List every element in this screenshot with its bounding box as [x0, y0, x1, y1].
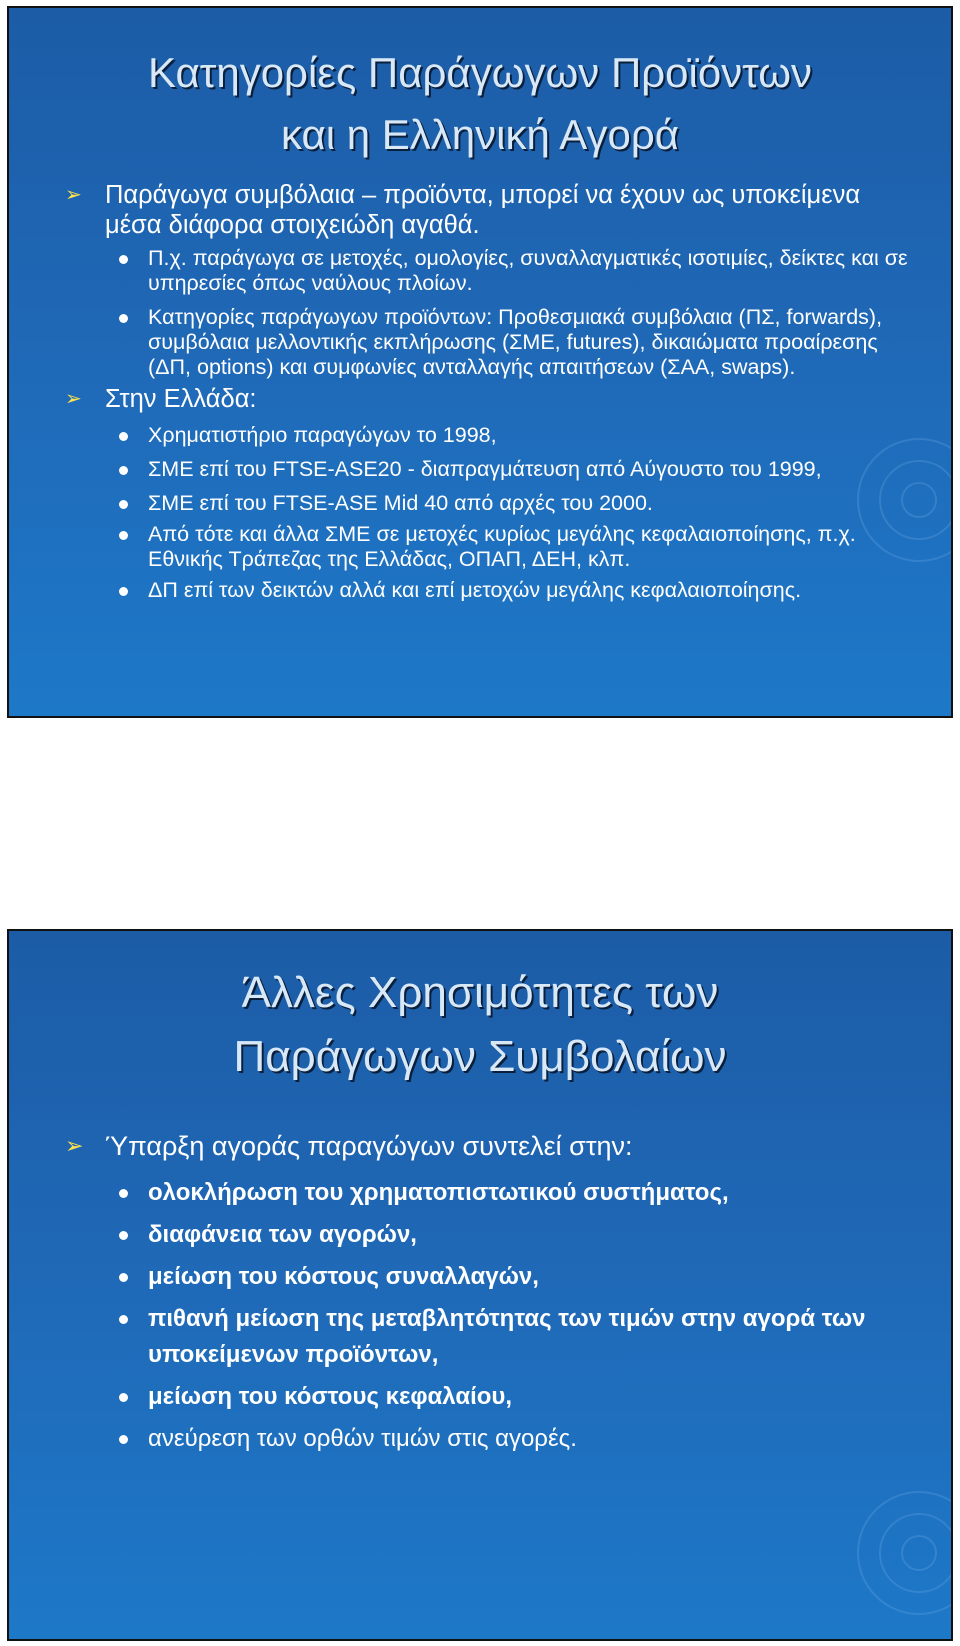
sub-bullet-item [65, 305, 921, 380]
sub-bullet-text: μείωση του κόστους συναλλαγών, [148, 1263, 539, 1290]
arrowhead-bullet-icon: ➢ [65, 184, 82, 206]
sub-bullet-text: Π.χ. παράγωγα σε μετοχές, ομολογίες, συναλλαγματικές ισοτιμίες, δείκτες και σε υπηρεσίες όπως ναύλους πλοίων. [148, 246, 908, 295]
sub-bullet-text: μείωση του κόστους κεφαλαίου, [148, 1383, 513, 1410]
slide-title [9, 961, 951, 1089]
sub-bullet-item [65, 578, 921, 603]
dot-bullet-icon [119, 1315, 128, 1324]
sub-bullet-item [65, 457, 921, 482]
bullet-item [65, 1129, 921, 1163]
sub-bullet-text: ανεύρεση των ορθών τιμών στις αγορές. [148, 1425, 577, 1452]
slide-title-line-2: Παράγωγων Συμβολαίων [233, 1032, 727, 1081]
sub-bullet-text: Χρηματιστήριο παραγώγων το 1998, [148, 423, 497, 447]
slide-title-line-1: Κατηγορίες Παράγωγων Προϊόντων [147, 49, 813, 96]
sub-bullet-item [65, 1379, 921, 1415]
sub-bullet-text: πιθανή μείωση της μεταβλητότητας των τιμών στην αγορά των υποκείμενων προϊόντων, [148, 1305, 866, 1368]
slide-title-line-2: και η Ελληνική Αγορά [281, 111, 679, 158]
sub-bullet-text: ΔΠ επί των δεικτών αλλά και επί μετοχών μεγάλης κεφαλαιοποίησης. [148, 578, 802, 602]
arrowhead-bullet-icon: ➢ [65, 388, 82, 410]
slide-2 [7, 929, 953, 1641]
slide-body [65, 180, 921, 603]
dot-bullet-icon [119, 531, 128, 540]
sub-bullet-text: Κατηγορίες παράγωγων προϊόντων: Προθεσμιακά συμβόλαια (ΠΣ, forwards), συμβόλαια μελλοντικής εκπλήρωσης (ΣΜΕ, futures), δικαιώματα προαίρεσης (ΔΠ, options) και συμφωνίες ανταλλαγής απαιτήσεων (ΣΑΑ, swaps). [148, 305, 883, 379]
sub-bullet-text: Από τότε και άλλα ΣΜΕ σε μετοχές κυρίως μεγάλης κεφαλαιοποίησης, π.χ. Εθνικής Τράπεζας της Ελλάδας, ΟΠΑΠ, ΔΕΗ, κλπ. [148, 522, 856, 571]
dot-bullet-icon [119, 1435, 128, 1444]
bullet-item [65, 180, 921, 240]
sub-bullet-item [65, 522, 921, 572]
sub-bullet-text: ολοκλήρωση του χρηματοπιστωτικού συστήματος, [148, 1179, 729, 1206]
sub-bullet-item [65, 1217, 921, 1253]
sub-bullet-item [65, 1421, 921, 1457]
slide-title-line-1: Άλλες Χρησιμότητες των [241, 968, 719, 1017]
dot-bullet-icon [119, 587, 128, 596]
bullet-text: Στην Ελλάδα: [105, 385, 257, 413]
slide-title [9, 42, 951, 166]
dot-bullet-icon [119, 466, 128, 475]
sub-bullet-item [65, 1175, 921, 1211]
sub-bullet-item [65, 246, 921, 296]
sub-bullet-text: ΣΜΕ επί του FTSE-ASE Mid 40 από αρχές του 2000. [148, 491, 653, 515]
dot-bullet-icon [119, 432, 128, 441]
slide-body [65, 1129, 921, 1463]
sub-bullet-item [65, 491, 921, 516]
dot-bullet-icon [119, 1189, 128, 1198]
slide-1 [7, 6, 953, 718]
dot-bullet-icon [119, 1273, 128, 1282]
sub-bullet-item [65, 1301, 921, 1373]
sub-bullet-text: ΣΜΕ επί του FTSE-ASE20 - διαπραγμάτευση από Αύγουστο του 1999, [148, 457, 822, 481]
sub-bullet-text: διαφάνεια των αγορών, [148, 1221, 417, 1248]
dot-bullet-icon [119, 500, 128, 509]
dot-bullet-icon [119, 314, 128, 323]
sub-bullet-item [65, 1259, 921, 1295]
bullet-text: Παράγωγα συμβόλαια – προϊόντα, μπορεί να έχουν ως υποκείμενα μέσα διάφορα στοιχειώδη αγαθά. [105, 181, 861, 239]
bullet-item [65, 384, 921, 414]
bullet-text: Ύπαρξη αγοράς παραγώγων συντελεί στην: [105, 1131, 633, 1161]
arrowhead-bullet-icon: ➢ [65, 1133, 84, 1158]
sub-bullet-item [65, 423, 921, 448]
dot-bullet-icon [119, 1231, 128, 1240]
decorative-swirl [901, 1535, 937, 1571]
dot-bullet-icon [119, 1393, 128, 1402]
dot-bullet-icon [119, 255, 128, 264]
